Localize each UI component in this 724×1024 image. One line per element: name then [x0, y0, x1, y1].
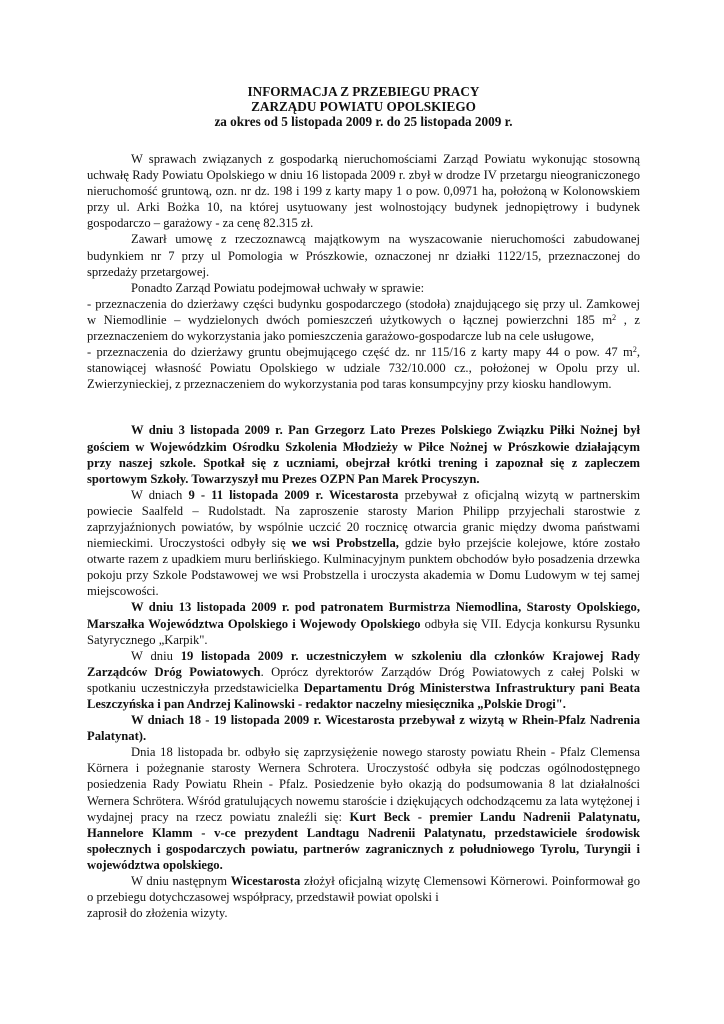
- lease-niemodlin-text-a: - przeznaczenia do dzierżawy części budynku gospodarczego (stodoła) znajdującego się przy ul. Zamkowej w Niemodlinie – wydzielonych dwóch pomieszczeń użytkowych o łącznej powierzchni 185 m: [87, 296, 640, 327]
- superscript-2: 2: [632, 345, 637, 355]
- title-line-1: INFORMACJA Z PRZEBIEGU PRACY: [247, 84, 480, 99]
- title-line-2: ZARZĄDU POWIATU OPOLSKIEGO: [251, 99, 476, 114]
- koerner-text-c: złożył oficjalną wizytę Clemensowi Körnerowi. Poinformował go o przebiegu dotychczasowej współpracy, przedstawił powiat opolski i: [87, 874, 640, 905]
- lease-opole-text-b: , stanowiącej własność Powiatu Opolskiego w udziale 732/10.000 cz., położonej w Opolu przy ul. Zwierzynieckiej, z przeznaczeniem do wykorzystania pod taras konsumpcyjny przy kiosku handlowym.: [87, 345, 640, 392]
- paragraph-lease-opole: [87, 344, 640, 392]
- section-gap: [87, 392, 640, 422]
- paragraph-lato-visit: [87, 422, 640, 486]
- paragraph-saalfeld-visit: [87, 487, 640, 600]
- paragraph-swearing-in: [87, 744, 640, 873]
- road-text-c: . Oprócz dyrektorów Zarządów Dróg Powiatowych z całej Polski w spotkaniu uczestniczyła przedstawicielka: [87, 664, 640, 695]
- document-title: [87, 84, 640, 129]
- rhein-pfalz-bold: W dniach 18 - 19 listopada 2009 r. Wicestarosta przebywał z wizytą w Rhein-Pfalz Nadrenia Palatynat).: [87, 713, 640, 744]
- saalfeld-text-a: W dniach: [131, 487, 189, 502]
- koerner-text-d: zaprosił do złożenia wizyty.: [87, 906, 228, 921]
- saalfeld-text-c: przebywał z oficjalną wizytą w partnerskim powiecie Saalfeld – Rudolstadt. Na zaproszenie starosty Marion Philipp przyjechali starostwie z zaprzyjaźnionych powiatów, by wspólnie uczcić 20 rocznicę otwarcia granic między dwoma państwami niemieckimi. Uroczystości odbyły się: [87, 487, 640, 551]
- paragraph-appraisal: Zawarł umowę z rzeczoznawcą majątkowym na wyszacowanie nieruchomości zabudowanej budynkiem nr 7 przy ul Pomologia w Prószkowie, oznaczonej nr działki 1122/15, przeznaczonej do sprzedaży przetargowej.: [87, 232, 640, 279]
- paragraph-road-training: [87, 648, 640, 712]
- karpik-bold: W dniu 13 listopada 2009 r. pod patronatem Burmistrza Niemodlina, Starosty Opolskiego, Marszałka Województwa Opolskiego i Wojewody Opolskiego: [87, 600, 640, 631]
- paragraph-rhein-pfalz-visit: [87, 712, 640, 744]
- lease-opole-text-a: - przeznaczenia do dzierżawy gruntu obejmującego część dz. nr 115/16 z karty mapy 44 o pow. 47 m: [87, 345, 633, 360]
- road-bold-1: 19 listopada 2009 r. uczestniczyłem w szkoleniu dla członków Krajowej Rady Zarządców Dróg Powiatowych: [87, 648, 640, 679]
- paragraph-koerner-visit: [87, 873, 640, 921]
- road-text-a: W dniu: [131, 648, 181, 663]
- paragraph-lease-niemodlin: [87, 296, 640, 344]
- saalfeld-bold-2: we wsi Probstzella,: [291, 536, 399, 551]
- koerner-bold: Wicestarosta: [230, 874, 301, 889]
- saalfeld-text-d: gdzie było przejście kolejowe, które zostało otwarte razem z upadkiem muru berlińskiego. Kulminacyjnym punktem obchodów było posadzenia drzewka pokoju przy Szkole Podstawowej we wsi Probstzella i uroczysta akademia w Domu Ludowym w tej samej miejscowości.: [87, 536, 640, 599]
- lato-visit-text: W dniu 3 listopada 2009 r. Pan Grzegorz Lato Prezes Polskiego Związku Piłki Nożnej był gościem w Wojewódzkim Ośrodku Szkolenia Młodzieży w Piłce Nożnej w Prószkowie działającym przy naszej szkole. Spotkał się z uczniami, obejrzał krótki trening i zapoznał się z zapleczem sportowym Szkoły. Towarzyszył mu Prezes OZPN Pan Marek Procyszyn.: [87, 423, 640, 486]
- swearing-in-text: Dnia 18 listopada br. odbyło się zaprzysiężenie nowego starosty powiatu Rhein - Pfalz Clemensa Körnera i pożegnanie starosty Wernera Schrotera. Uroczystość odbyła się podczas ogólnodostępnego posiedzenia Rady Powiatu Rhein - Pfalz. Posiedzenie było okazją do podsumowania 8 lat działalności Wernera Schrötera. Wśród gratulujących nowemu staroście i dziękujących odchodzącemu za lata wytężonej i wydajnej pracy na rzecz powiatu znaleźli się:: [87, 745, 640, 824]
- karpik-text: odbyła się VII. Edycja konkursu Rysunku Satyrycznego „Karpik".: [87, 616, 640, 647]
- swearing-in-bold: Kurt Beck - premier Landu Nadrenii Palatynatu, Hannelore Klamm - v-ce prezydent Landtagu Nadrenii Palatynatu, przedstawiciele środowisk społecznych i gospodarczych powiatu, partnerów zagranicznych z południowego Tyrolu, Turyngii i województwa opolskiego.: [87, 809, 640, 872]
- lease-niemodlin-text-b: , z przeznaczeniem do wykorzystania jako pomieszczenia garażowo-gospodarcze lub na cele usługowe,: [87, 312, 640, 344]
- superscript-2: 2: [612, 312, 617, 322]
- paragraph-karpik-contest: [87, 599, 640, 647]
- road-bold-2: Departamentu Dróg Ministerstwa Infrastruktury pani Beata Leszczyńska i pan Andrzej Kalinowski - redaktor naczelny miesięcznika „Polskie Drogi".: [87, 680, 640, 711]
- koerner-text-a: W dniu następnym: [131, 874, 231, 889]
- paragraph-property-sale: W sprawach związanych z gospodarką nieruchomościami Zarząd Powiatu wykonując stosowną uchwałę Rady Powiatu Opolskiego w dniu 16 listopada 2009 r. zbył w drodze IV przetargu nieograniczonego nieruchomość gruntową, ozn. nr dz. 198 i 199 z karty mapy 1 o pow. 0,0971 ha, położoną w Kolonowskiem przy ul. Arki Bożka 10, na której usytuowany jest wolnostojący budynek jednopiętrowy i budynek gospodarczo – garażowy - za cenę 82.315 zł.: [87, 152, 640, 231]
- saalfeld-bold-1: 9 - 11 listopada 2009 r. Wicestarosta: [188, 487, 399, 502]
- paragraph-resolutions-intro: Ponadto Zarząd Powiatu podejmował uchwały w sprawie:: [131, 280, 425, 295]
- title-line-3: za okres od 5 listopada 2009 r. do 25 listopada 2009 r.: [214, 114, 513, 129]
